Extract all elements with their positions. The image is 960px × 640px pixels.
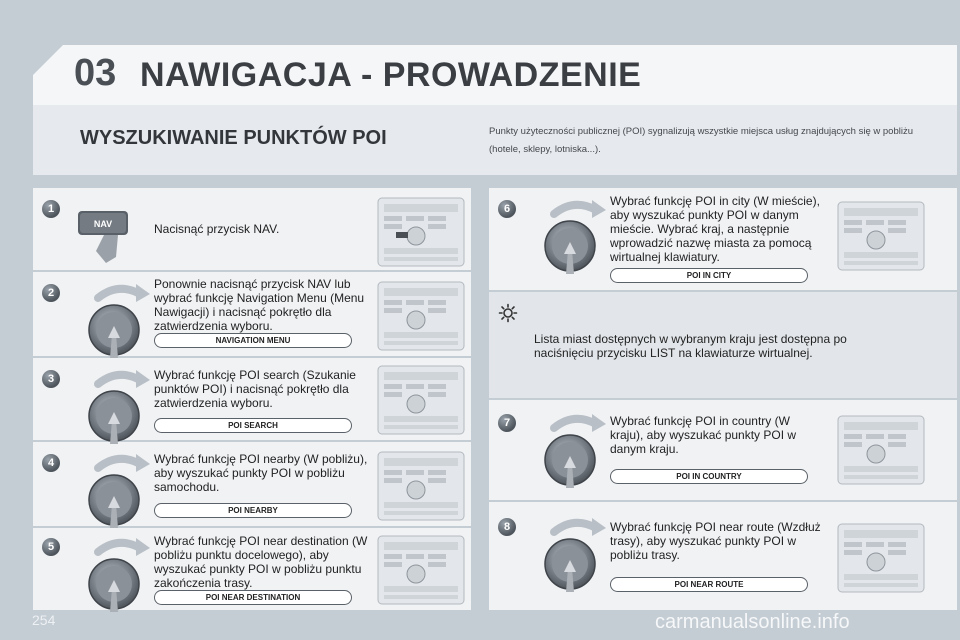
radio-unit-icon xyxy=(376,450,466,522)
radio-unit-icon xyxy=(836,200,926,272)
rotary-knob-icon xyxy=(534,408,612,488)
watermark: carmanualsonline.info xyxy=(655,611,850,633)
step-number: 7 xyxy=(498,414,516,432)
step-3-text: Wybrać funkcję POI search (Szukanie punktów POI) i nacisnąć pokrętło dla zatwierdzenia wyboru. xyxy=(154,368,356,410)
step-number: 3 xyxy=(42,370,60,388)
radio-unit-icon xyxy=(836,414,926,486)
radio-unit-icon xyxy=(376,280,466,352)
rotary-knob-icon xyxy=(78,278,156,358)
poi-search-button[interactable]: POI SEARCH xyxy=(154,418,352,433)
sun-icon xyxy=(498,303,518,323)
radio-unit-icon xyxy=(376,364,466,436)
poi-near-destination-button[interactable]: POI NEAR DESTINATION xyxy=(154,590,352,605)
step-number: 2 xyxy=(42,284,60,302)
step-number: 1 xyxy=(42,200,60,218)
step-number: 6 xyxy=(498,200,516,218)
step-6-text: Wybrać funkcję POI in city (W mieście), aby wyszukać punkty POI w danym mieście. Wybrać kraj, a następnie wprowadzić nazwę miasta za pomocą wirtualnej klawiatury. xyxy=(610,194,820,264)
step-5-text: Wybrać funkcję POI near destination (W pobliżu punktu docelowego), aby wyszukać punkty POI w pobliżu punktu zakończenia trasy. xyxy=(154,534,368,590)
poi-in-city-button[interactable]: POI IN CITY xyxy=(610,268,808,283)
section-title: WYSZUKIWANIE PUNKTÓW POI xyxy=(80,127,387,149)
step-1-text: Nacisnąć przycisk NAV. xyxy=(154,222,280,236)
rotary-knob-icon xyxy=(534,194,612,274)
radio-unit-icon xyxy=(376,534,466,606)
radio-unit-icon xyxy=(376,196,466,268)
page-number: 254 xyxy=(32,612,56,628)
chapter-number: 03 xyxy=(74,52,117,94)
step-number: 8 xyxy=(498,518,516,536)
navigation-menu-button[interactable]: NAVIGATION MENU xyxy=(154,333,352,348)
step-2-text: Ponownie nacisnąć przycisk NAV lub wybrać funkcję Navigation Menu (Menu Nawigacji) i nacisnąć pokrętło dla zatwierdzenia wyboru. xyxy=(154,277,365,333)
header-corner xyxy=(33,45,63,75)
step-number: 5 xyxy=(42,538,60,556)
rotary-knob-icon xyxy=(78,532,156,612)
step-4-text: Wybrać funkcję POI nearby (W pobliżu), aby wyszukać punkty POI w pobliżu samochodu. xyxy=(154,452,368,494)
rotary-knob-icon xyxy=(78,364,156,444)
poi-in-country-button[interactable]: POI IN COUNTRY xyxy=(610,469,808,484)
rotary-knob-icon xyxy=(78,448,156,528)
poi-near-route-button[interactable]: POI NEAR ROUTE xyxy=(610,577,808,592)
rotary-knob-icon xyxy=(534,512,612,592)
step-number: 4 xyxy=(42,454,60,472)
nav-key-icon xyxy=(76,205,136,265)
step-7-text: Wybrać funkcję POI in country (W kraju), aby wyszukać punkty POI w danym kraju. xyxy=(610,414,797,456)
step-8-text: Wybrać funkcję POI near route (Wzdłuż trasy), aby wyszukać punkty POI w pobliżu trasy. xyxy=(610,520,821,562)
poi-nearby-button[interactable]: POI NEARBY xyxy=(154,503,352,518)
section-intro: Punkty użyteczności publicznej (POI) sygnalizują wszystkie miejsca usług znajdujących się w pobliżu (hotele, sklepy, lotniska...). xyxy=(489,126,913,155)
nav-key-label: NAV xyxy=(93,219,113,229)
page-title: NAWIGACJA - PROWADZENIE xyxy=(140,56,642,94)
radio-unit-icon xyxy=(836,522,926,594)
tip-text: Lista miast dostępnych w wybranym kraju jest dostępna po naciśnięciu przycisku LIST na klawiaturze wirtualnej. xyxy=(534,332,847,360)
